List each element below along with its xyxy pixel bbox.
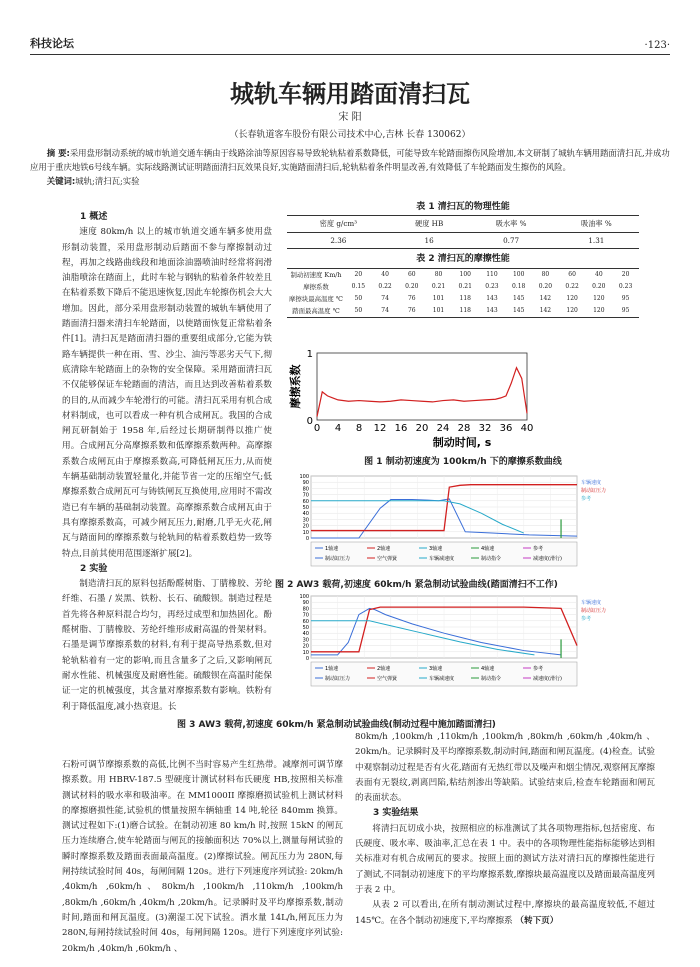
series-name: 制动缸压力 [581,488,607,494]
article-title: 城轨车辆用踏面清扫瓦 [230,80,470,108]
x-tick-label: 20 [415,423,429,434]
legend-entry: 2轴速 [377,546,391,552]
legend-entry: 减速度(滑行) [533,676,562,682]
legend-entry: 制动缸压力 [325,676,351,682]
table2-cell: 120 [559,305,586,318]
table1-block [287,200,639,318]
table2-row [287,293,639,305]
table2-cell: 60 [398,268,425,281]
legend-entry: 车辆减速度 [429,676,455,682]
y-tick-label: 30 [302,637,309,644]
y-tick-label: 10 [302,529,309,536]
y-tick-label: 60 [302,498,309,505]
table2-cell: 0.22 [378,282,392,290]
y-tick-label: 10 [302,649,309,656]
table2 [287,268,639,318]
table2-cell: 118 [452,305,479,318]
table2-row-label: 摩擦块最高温度 ℃ [289,294,343,303]
figure2-chart [287,472,639,572]
y-tick-label: 50 [302,625,309,631]
table2-cell: 20 [612,268,639,281]
table2-cell: 145 [512,294,525,302]
plot-frame [317,353,527,420]
table2-cell: 143 [486,294,498,302]
table1-header: 密度 g/cm³ [287,216,390,232]
figure3-caption: 图 3 AW3 载荷,初速度 60km/h 紧急制动试验曲线(制动过程中施加踏面清扫) [177,720,496,731]
section-heading-3: 3 实验结果 [373,808,419,819]
x-tick-label: 32 [478,423,492,434]
table2-cell: 40 [372,268,399,281]
table1-cell: 2.36 [287,232,390,248]
figure1-chart [287,345,639,449]
left-column-bottom [62,758,343,958]
table2-cell: 76 [407,294,416,302]
y-tick-label: 70 [302,492,309,499]
y-tick-label: 30 [302,517,309,524]
paragraph-intro: 速度 80km/h 以上的城市轨道交通车辆多使用盘形制动装置，采用盘形制动后踏面不参与摩擦制动过程，再加之线路曲线段和地面涂油器喷油时经常将润滑油脂喷涂在踏面上，此时车轮与钢轨的粘着条件较差且在粘着系数下降后不能迅速恢复,因此车轮擦伤机会大大增加。因此，部分采用盘形制动装置的城轨车辆使用了踏面清扫器来清扫车轮踏面，以使踏面恢复正常粘着条件[1]。清扫瓦是踏面清扫器的重要组成部分,它能为铁路车辆提供一种在雨、雪、沙尘、油污等恶劣天气下,彻底清除车轮踏面上的杂物的安全保障。采用踏面清扫瓦不仅能够保证车轮踏面的清洁，而且达到改善粘着系数的目的,从而减少车轮滑行的可能。清扫瓦采用有机合成材料制成，也可以看成一种有机合成闸瓦。我国的合成闸瓦研制始于 1958 年,后经过长期研制得以推广使用。合成闸瓦分高摩擦系数和低摩擦系数两种。高摩擦系数合成闸瓦由于摩擦系数高,可降低闸瓦压力,从而使车辆基础制动装置轻量化,并能节省一定的压缩空气;低摩擦系数合成闸瓦可与铸铁闸瓦互换使用,应用时不需改造已有车辆的基础制动装置。高摩擦系数合成闸瓦由于具有摩擦系数高，可减少闸瓦压力,耐磨,几乎无火花,闸瓦与踏面间的摩擦系数与轮轨间的粘着系数趋势一致等特点,目前其使用范围逐渐扩展[2]。 [62,227,272,559]
legend-entry: 3轴速 [429,666,443,672]
abstract-text: 采用盘形制动系统的城市轨道交通车辆由于线路涂油等原因容易导致轮轨粘着系数降低，可能导致车轮踏面擦伤风险增加,本文研制了城轨车辆用踏面清扫瓦,并成功应用于重庆地铁6号线车辆。实际线路测试证明踏面清扫瓦效果良好,实施踏面清扫后,轮轨粘着条件明显改善,有效降低了车轮踏面发生擦伤的风险。 [30,148,670,172]
table2-cell: 20 [345,268,372,281]
x-tick-label: 12 [373,423,387,434]
legend-entry: 1轴速 [325,546,339,552]
paragraph-experiment-cont: 石粉可调节摩擦系数的高低,比例不当时容易产生红热带。减摩剂可调节摩擦系数。用 HBRV-187.5 型硬度计测试材料布氏硬度 HB,按照相关标准测试材料的吸水率和吸油率。在 MM1000II 摩擦磨损试验机上测试材料的摩擦磨损性能,试验机的惯量按照车辆轴重 14 吨,轮径 840mm 换算。测试过程如下:(1)磨合试验。在制动初速 80 km/h 时,按照 15kN 的闸瓦压力连续磨合,使车轮踏面与闸瓦的接触面积达 70%以上,测量每闸试验的瞬时摩擦系数及踏面表面最高温度。(2)摩擦试验。闸瓦压力为 280N,每闸持续试验时间 40s，每闸间隔 120s。进行下列速度序列试验: 20km/h ,40km/h ,60km/h、80km/h ,100km/h ,110km/h ,100km/h ,80km/h ,60km/h ,40km/h ,20km/h。记录瞬时及平均摩擦系数,制动时间,踏面和闸瓦温度。(3)潮湿工况下试验。洒水量 14L/h,闸瓦压力为 280N,每闸持续试验时间 40s，每闸间隔 120s。进行下列速度序列试验: 20km/h ,40km/h ,60km/h 、 [62,760,343,954]
table1-cell: 1.31 [554,232,639,248]
page-number: ·123· [644,40,670,51]
table2-cell: 101 [432,294,445,302]
x-tick-label: 24 [436,423,450,434]
table2-cell: 0.21 [431,282,446,290]
table2-cell: 0.23 [618,282,633,290]
series-name: 参考 [581,496,592,502]
legend-entry: 空气弹簧 [377,556,398,562]
y-tick-label: 60 [302,618,309,625]
legend-entry: 1轴速 [325,666,339,672]
series-name: 制动缸压力 [581,608,607,614]
table2-row-label: 制动初速度 Km/h [287,268,345,281]
y-tick-label: 70 [302,612,309,619]
table2-cell: 100 [452,268,479,281]
legend-entry: 空气弹簧 [377,676,398,682]
table2-cell: 0.22 [565,282,579,290]
figure2-caption: 图 2 AW3 载荷,初速度 60km/h 紧急制动试验曲线(踏面清扫不工作) [275,580,558,591]
paragraph-results-2-text: 从表 2 可以看出,在所有制动测试过程中,摩擦块的最高温度较低,不超过 145℃。在各个制动初速度下,平均摩擦系 [355,900,655,926]
x-axis-label: 制动时间, s [432,436,492,449]
paragraph-experiment: 制造清扫瓦的原料包括酚醛树脂、丁腈橡胶、芳纶纤维、石墨 / 炭黑、铁粉、长石、硫酸钡。制造过程是首先将各种原料混合均匀，再经过成型和加热固化。酚醛树脂、丁腈橡胶、芳纶纤维形成耐高温的骨架材料。石墨是调节摩擦系数的材料,有利于提高导热系数,但对轮轨粘着有一定的影响,而且含量多了之后,又影响闸瓦耐水性能、机械强度及耐磨性能。硫酸钡在高温时能保证一定的机械强度，其含量对摩擦系数有影响。铁粉有利于降低温度,减小热衰退。长 [62,579,272,712]
y-tick-label: 20 [302,643,309,650]
x-tick-label: 36 [499,423,513,434]
table2-cell: 142 [539,294,552,302]
legend-entry: 减速度(滑行) [533,556,562,562]
table2-cell: 142 [532,305,559,318]
legend-entry: 制动指令 [481,556,502,562]
table2-cell: 80 [532,268,559,281]
table2-cell: 0.23 [485,282,499,290]
table2-cell: 50 [354,294,363,302]
table1-header: 吸油率 % [554,216,639,232]
y-tick-label: 40 [302,631,309,638]
y-tick-label: 50 [302,505,309,511]
table1 [287,215,639,249]
table2-cell: 143 [479,305,506,318]
table2-cell: 95 [612,305,639,318]
y-tick-label: 90 [302,480,309,487]
x-tick-label: 8 [355,423,363,434]
legend-entry: 制动指令 [481,676,502,682]
table2-cell: 145 [505,305,532,318]
x-tick-label: 28 [457,423,471,434]
table2-cell: 76 [398,305,425,318]
table1-header: 硬度 HB [390,216,469,232]
table2-cell: 0.18 [511,282,526,290]
table2-row [287,281,639,293]
table2-cell: 60 [559,268,586,281]
section-heading-2: 2 实验 [80,563,108,574]
series-name: 车辆速度 [581,480,602,486]
table1-caption: 表 1 清扫瓦的物理性能 [416,202,510,212]
journal-name: 科技论坛 [30,37,74,50]
paragraph-results: 将清扫瓦切成小块，按照相应的标准测试了其各项物理指标,包括密度、布氏硬度、吸水率、吸油率,汇总在表 1 中。表中的各项物理性能指标能够达到相关标准对有机合成闸瓦的要求。按照上面的测试方法对清扫瓦的摩擦性能进行了测试,不同制动初速度下的平均摩擦系数,摩擦块最高温度以及踏面最高温度列于表 2 中。 [355,823,655,895]
series-name: 车辆速度 [581,600,602,606]
paragraph-test-cont: 80km/h ,100km/h ,110km/h ,100km/h ,80km/h ,60km/h ,40km/h 、20km/h。记录瞬时及平均摩擦系数,制动时间,踏面和闸瓦温度。(4)检查。试验中观察制动过程是否有火花,踏面有无热红带以及噪声和烟尘情况,观察闸瓦摩擦表面有无裂纹,剥离凹陷,粘结剂渗出等缺陷。试验结束后,检查车轮踏面和闸瓦的表面状态。 [355,732,655,804]
figure1-caption: 图 1 制动初速度为 100km/h 下的摩擦系数曲线 [364,457,562,468]
legend-entry: 参考 [533,666,544,672]
section-heading-1: 1 概述 [80,212,108,222]
x-tick-label: 0 [313,423,321,434]
continued-note: （转下页） [515,915,559,926]
x-tick-label: 4 [334,423,342,434]
legend-entry: 车辆减速度 [429,556,455,562]
table2-cell: 0.15 [351,282,366,290]
legend-entry: 2轴速 [377,666,391,672]
table2-cell: 0.20 [592,282,606,290]
legend-entry: 4轴速 [481,666,495,672]
author: 宋 阳 [338,112,362,123]
y-tick-label: 0 [305,656,309,662]
table2-cell: 74 [372,305,399,318]
y-tick-label: 100 [299,474,309,480]
table2-cell: 120 [566,294,578,302]
keywords: 城轨;清扫瓦;实验 [75,176,140,186]
table2-cell: 50 [345,305,372,318]
y-tick-label: 20 [302,523,309,530]
table2-cell: 95 [621,294,630,302]
table2-caption: 表 2 清扫瓦的摩擦性能 [416,254,510,265]
figure3 [177,592,639,731]
paragraph-results-2 [355,898,655,929]
table2-cell: 120 [593,294,605,302]
table2-cell: 101 [425,305,452,318]
figure1 [287,345,639,468]
figure2 [275,472,639,591]
y-tick-label: 0 [305,536,309,542]
x-tick-label: 40 [520,423,534,434]
y-tick-label: 80 [302,486,309,493]
table2-row-label: 摩擦系数 [303,282,329,291]
x-tick-label: 16 [394,423,408,434]
keywords-label: 关键词: [46,176,76,186]
series-name: 参考 [581,616,592,622]
y-tick-label: 0 [306,416,313,427]
legend-entry: 3轴速 [429,546,443,552]
left-column [62,210,272,758]
y-tick-label: 90 [302,600,309,607]
table2-cell: 0.20 [405,282,419,290]
table1-header: 吸水率 % [469,216,554,232]
legend-entry: 4轴速 [481,546,495,552]
table2-row [287,305,639,318]
y-tick-label: 80 [302,606,309,613]
table1-cell: 0.77 [469,232,554,248]
y-axis-label: 摩擦系数 [289,364,302,409]
table2-cell: 0.20 [538,282,553,290]
legend-entry: 制动缸压力 [325,556,351,562]
table2-cell: 120 [585,305,612,318]
abstract-label: 摘 要: [46,148,70,158]
legend-entry: 参考 [533,546,544,552]
affiliation: （长春轨道客车股份有限公司技术中心,吉林 长春 130062） [229,130,471,140]
table2-cell: 118 [459,294,471,302]
right-column [355,730,655,958]
y-tick-label: 100 [299,594,309,600]
table2-cell: 100 [505,268,532,281]
table2-cell: 40 [585,268,612,281]
table2-cell: 74 [381,294,389,302]
table2-cell: 0.21 [458,282,472,290]
table2-cell: 110 [479,268,506,281]
abstract [30,146,670,188]
running-header [30,36,670,55]
table2-row-label: 踏面最高温度 ℃ [287,305,345,318]
table1-cell: 16 [390,232,469,248]
figure3-chart [287,592,639,712]
y-tick-label: 1 [306,349,313,360]
y-tick-label: 40 [302,511,309,518]
table2-row [287,268,639,281]
table2-cell: 80 [425,268,452,281]
